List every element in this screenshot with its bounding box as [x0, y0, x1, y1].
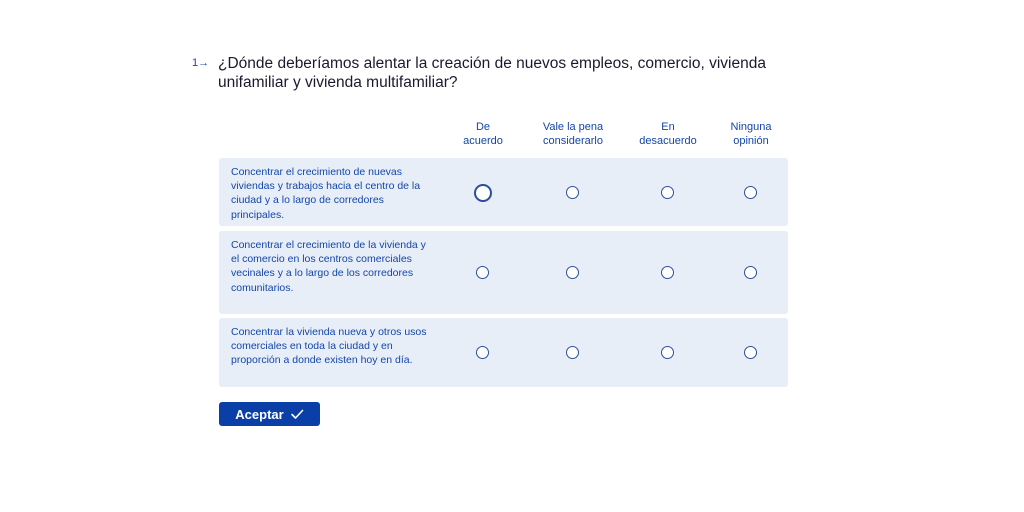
column-header-en-desacuerdo: En desacuerdo: [639, 121, 697, 147]
column-header-de-acuerdo: De acuerdo: [463, 121, 503, 147]
row-label: Concentrar el crecimiento de nuevas viviendas y trabajos hacia el centro de la ciudad y a lo largo de corredores principales.: [231, 166, 421, 221]
question-text: ¿Dónde deberíamos alentar la creación de nuevos empleos, comercio, vivienda unifamiliar y vivienda multifamiliar?: [218, 55, 766, 91]
radio-row1-ninguna-opinion[interactable]: [744, 186, 757, 199]
matrix-row: [219, 158, 788, 226]
radio-row2-de-acuerdo[interactable]: [476, 266, 489, 279]
radio-row2-vale-la-pena[interactable]: [566, 266, 579, 279]
checkmark-icon: [290, 407, 304, 421]
matrix-row: [219, 231, 788, 314]
arrow-right-icon: →: [198, 57, 210, 69]
radio-row1-en-desacuerdo[interactable]: [661, 186, 674, 199]
column-header-ninguna-opinion: Ninguna opinión: [730, 121, 772, 147]
row-label: Concentrar el crecimiento de la vivienda y el comercio en los centros comerciales vecinales y a lo largo de los corredores comunitarios.: [231, 239, 426, 294]
radio-row3-de-acuerdo[interactable]: [476, 346, 489, 359]
radio-row2-en-desacuerdo[interactable]: [661, 266, 674, 279]
radio-row1-de-acuerdo[interactable]: [474, 184, 492, 202]
question-number: 1→: [192, 57, 210, 69]
row-label: Concentrar la vivienda nueva y otros usos comerciales en toda la ciudad y en proporción a donde existen hoy en día.: [231, 326, 427, 367]
column-headers: [0, 120, 1024, 154]
radio-row3-en-desacuerdo[interactable]: [661, 346, 674, 359]
radio-row2-ninguna-opinion[interactable]: [744, 266, 757, 279]
radio-row3-vale-la-pena[interactable]: [566, 346, 579, 359]
radio-row1-vale-la-pena[interactable]: [566, 186, 579, 199]
column-header-vale-la-pena: Vale la pena considerarlo: [542, 121, 604, 147]
accept-button-label: Aceptar: [235, 406, 284, 422]
radio-row3-ninguna-opinion[interactable]: [744, 346, 757, 359]
matrix-row: [219, 318, 788, 387]
accept-button[interactable]: [219, 402, 320, 426]
